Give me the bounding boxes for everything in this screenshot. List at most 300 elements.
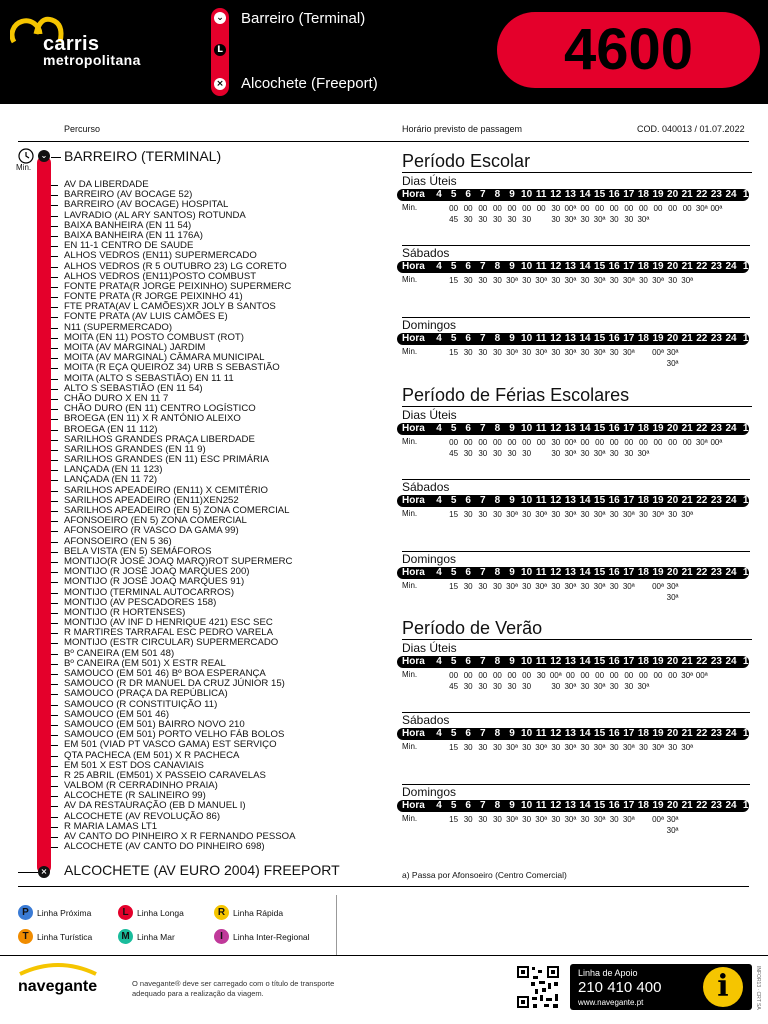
stop-tick xyxy=(51,358,58,359)
hour-cell: 6 xyxy=(465,189,471,200)
legend-label: Linha Rápida xyxy=(233,907,284,918)
hour-cell: 22 xyxy=(696,495,708,506)
hour-cell: 24 xyxy=(725,261,737,272)
stop-name: EN 11-1 CENTRO DE SAUDE xyxy=(64,240,194,252)
stop-name: MONTIJO (R JOSÉ JOAQ MARQUES 91) xyxy=(64,576,245,588)
stop-tick xyxy=(51,470,58,471)
line-type-badge: M xyxy=(118,929,133,944)
hour-cell: 12 xyxy=(550,656,562,667)
minute-value: 00 xyxy=(449,204,459,213)
divider xyxy=(18,886,749,887)
minute-value: 30 xyxy=(478,815,488,824)
minute-value: 30ª xyxy=(622,276,635,285)
hour-cell: 9 xyxy=(509,656,515,667)
hour-cell: 16 xyxy=(608,423,620,434)
hour-cell: 24 xyxy=(725,656,737,667)
minute-value: 30ª xyxy=(622,743,635,752)
hour-cell: 4 xyxy=(436,423,442,434)
origin-terminal: Barreiro (Terminal) xyxy=(241,10,366,27)
minute-value: 30ª xyxy=(593,348,606,357)
minute-value: 30 xyxy=(580,743,590,752)
hour-cell: 16 xyxy=(608,567,620,578)
line-type-badge: L xyxy=(214,44,226,56)
hour-cell: 6 xyxy=(465,495,471,506)
minute-value: 30ª xyxy=(535,510,548,519)
footnote: a) Passa por Afonsoeiro (Centro Comercial) xyxy=(402,870,567,880)
minute-value: 30 xyxy=(638,510,648,519)
minute-value: 30 xyxy=(478,215,488,224)
minute-value: 30 xyxy=(463,449,473,458)
minute-value: 00 xyxy=(653,438,663,447)
hour-cell: 14 xyxy=(579,423,591,434)
hour-cell: 12 xyxy=(550,261,562,272)
hour-cell: 12 xyxy=(550,728,562,739)
hour-cell: 19 xyxy=(652,800,664,811)
stop-tick xyxy=(51,450,58,451)
stop-name: CHÃO DURO (EN 11) CENTRO LOGÍSTICO xyxy=(64,403,256,415)
minute-value: 30 xyxy=(478,743,488,752)
hour-cell: 10 xyxy=(521,656,533,667)
minute-value: 00 xyxy=(463,438,473,447)
minute-value: 30ª xyxy=(564,215,577,224)
minute-value: 30ª xyxy=(622,510,635,519)
stop-name: SARILHOS GRANDES PRAÇA LIBERDADE xyxy=(64,433,255,445)
hour-cell: 6 xyxy=(465,800,471,811)
minute-value: 30 xyxy=(580,815,590,824)
hour-cell: 15 xyxy=(594,261,606,272)
stop-tick xyxy=(51,694,58,695)
minute-value: 30 xyxy=(507,449,517,458)
navegante-logo-icon xyxy=(18,962,98,976)
stop-tick xyxy=(51,399,58,400)
minute-value: 00 xyxy=(449,671,459,680)
minute-value: 30ª xyxy=(506,582,518,591)
support-label: Linha de Apoio xyxy=(578,968,638,978)
print-code: INFOR13 · CRT SA xyxy=(755,966,761,1010)
minute-value: 30ª xyxy=(666,348,679,357)
hour-cell: 9 xyxy=(509,800,515,811)
minute-value: 30ª xyxy=(666,826,679,835)
hour-cell: 10 xyxy=(521,495,533,506)
stop-name: BARREIRO (AV BOCAGE) HOSPITAL xyxy=(64,199,229,211)
hour-cell: 4 xyxy=(436,567,442,578)
period-title: Período Escolar xyxy=(402,151,531,171)
hour-cell: 7 xyxy=(480,333,486,344)
hour-cell: 23 xyxy=(710,567,722,578)
line-type-badge: P xyxy=(18,905,33,920)
minute-value: 30 xyxy=(551,348,561,357)
hour-cell: 11 xyxy=(535,728,547,739)
stop-tick xyxy=(51,572,58,573)
minutes-label: Min. xyxy=(402,814,418,823)
minutes-label: Min. xyxy=(402,437,418,446)
day-type: Sábados xyxy=(402,246,450,260)
clock-icon xyxy=(17,146,35,164)
hour-cell: 12 xyxy=(550,567,562,578)
hour-cell: 20 xyxy=(667,261,679,272)
minute-value: 15 xyxy=(449,510,459,519)
hour-label: Hora xyxy=(402,567,425,578)
stop-row xyxy=(0,638,380,648)
info-icon: i xyxy=(703,967,743,1007)
day-type: Domingos xyxy=(402,552,457,566)
stop-name: ALTO S SEBASTIÃO (EN 11 54) xyxy=(64,382,203,394)
minute-value: 30 xyxy=(492,682,502,691)
hour-cell: 1 xyxy=(742,567,749,578)
hour-cell: 15 xyxy=(594,567,606,578)
stop-name: R 25 ABRIL (EM501) X PASSEIO CARAVELAS xyxy=(64,769,266,781)
hour-cell: 6 xyxy=(465,261,471,272)
stop-name: MONTIJO (AV PESCADORES 158) xyxy=(64,596,217,608)
day-type: Sábados xyxy=(402,480,450,494)
header xyxy=(0,0,768,104)
stop-tick xyxy=(51,786,58,787)
minute-value: 30 xyxy=(478,348,488,357)
minute-value: 00ª xyxy=(564,204,577,213)
minute-value: 00 xyxy=(565,671,575,680)
day-type: Dias Úteis xyxy=(402,641,457,655)
stop-row xyxy=(0,312,380,322)
hour-cell: 21 xyxy=(681,728,693,739)
stop-tick xyxy=(51,796,58,797)
minute-value: 00 xyxy=(638,671,648,680)
stop-name: FONTE PRATA (AV LUIS CAMÕES E) xyxy=(64,311,228,323)
minute-value: 30 xyxy=(609,582,619,591)
stop-name: EM 501 X EST DOS CANAVIAIS xyxy=(64,759,204,771)
minute-value: 00 xyxy=(580,204,590,213)
stop-row xyxy=(0,384,380,394)
brand-line-1: carris xyxy=(43,33,100,55)
hour-cell: 20 xyxy=(667,728,679,739)
day-block xyxy=(402,317,752,368)
hour-cell: 15 xyxy=(594,728,606,739)
hour-cell: 24 xyxy=(725,567,737,578)
hour-cell: 14 xyxy=(579,728,591,739)
hour-cell: 1 xyxy=(742,800,749,811)
hour-cell: 21 xyxy=(681,800,693,811)
hour-cell: 11 xyxy=(535,261,547,272)
minute-value: 30 xyxy=(580,348,590,357)
hour-cell: 13 xyxy=(564,656,576,667)
hour-cell: 16 xyxy=(608,495,620,506)
minute-value: 30ª xyxy=(506,510,518,519)
minute-value: 30ª xyxy=(652,510,664,519)
hour-cell: 7 xyxy=(480,728,486,739)
minutes-label: Min. xyxy=(402,742,418,751)
hour-cell: 14 xyxy=(579,333,591,344)
hour-cell: 21 xyxy=(681,423,693,434)
hour-cell: 8 xyxy=(494,333,501,344)
hour-cell: 15 xyxy=(594,189,606,200)
hour-cell: 7 xyxy=(480,567,486,578)
minute-value: 30 xyxy=(492,743,502,752)
minutes-label: Min. xyxy=(402,275,418,284)
hour-cell: 19 xyxy=(652,423,664,434)
minute-value: 30ª xyxy=(652,743,664,752)
hour-cell: 12 xyxy=(550,495,562,506)
hour-cell: 5 xyxy=(450,423,457,434)
stop-name: FTE PRATA(AV L CAMÕES)XR JOLY B SANTOS xyxy=(64,301,276,313)
minute-value: 30 xyxy=(463,582,473,591)
day-block xyxy=(402,407,752,479)
hour-cell: 23 xyxy=(710,261,722,272)
minute-value: 30ª xyxy=(681,276,694,285)
minute-value: 30ª xyxy=(681,743,694,752)
minute-value: 30 xyxy=(522,582,532,591)
hour-cell: 12 xyxy=(550,189,562,200)
hour-label: Hora xyxy=(402,800,425,811)
minute-value: 30ª xyxy=(593,276,606,285)
minute-value: 30ª xyxy=(637,215,650,224)
hour-cell: 9 xyxy=(509,728,515,739)
hour-cell: 19 xyxy=(652,189,664,200)
minute-value: 30 xyxy=(463,815,473,824)
hour-cell: 9 xyxy=(509,261,515,272)
stop-name: AFONSOEIRO (EN 5 36) xyxy=(64,535,172,547)
minute-value: 30 xyxy=(522,348,532,357)
hour-cell: 14 xyxy=(579,656,591,667)
hour-cell: 23 xyxy=(710,656,722,667)
hour-cell: 6 xyxy=(465,567,471,578)
legend-label: Linha Turística xyxy=(37,931,93,942)
hour-label: Hora xyxy=(402,656,425,667)
hour-cell: 8 xyxy=(494,800,501,811)
minute-value: 30ª xyxy=(666,582,679,591)
stop-tick xyxy=(51,157,61,158)
stop-tick xyxy=(51,511,58,512)
minute-value: 30 xyxy=(551,510,561,519)
hour-cell: 23 xyxy=(710,189,722,200)
minute-value: 30ª xyxy=(695,438,708,447)
minute-value: 30 xyxy=(492,449,502,458)
brand-line-2: metropolitana xyxy=(43,52,141,68)
stop-name: MONTIJO(R JOSÉ JOAQ MARQ)ROT SUPERMERC xyxy=(64,555,293,567)
hour-cell: 22 xyxy=(696,656,708,667)
support-phone[interactable]: 210 410 400 xyxy=(578,979,662,996)
minute-value: 30 xyxy=(536,671,546,680)
minute-value: 30ª xyxy=(593,743,606,752)
minute-value: 00 xyxy=(638,438,648,447)
stop-tick xyxy=(51,613,58,614)
document-code: COD. 040013 / 01.07.2022 xyxy=(637,124,745,134)
hour-cell: 19 xyxy=(652,261,664,272)
divider xyxy=(18,141,749,142)
minute-value: 00 xyxy=(478,438,488,447)
line-type-badge: R xyxy=(214,905,229,920)
stop-name: AV DA RESTAURAÇÃO (EB D MANUEL I) xyxy=(64,800,246,812)
hour-cell: 4 xyxy=(436,261,442,272)
minute-value: 30ª xyxy=(506,276,518,285)
stop-name: EM 501 (VIAD PT VASCO GAMA) EST SERVIÇO xyxy=(64,739,277,751)
hour-cell: 21 xyxy=(681,261,693,272)
minute-value: 30 xyxy=(580,215,590,224)
minute-value: 30ª xyxy=(593,215,606,224)
hour-cell: 1 xyxy=(742,189,749,200)
stop-name: SARILHOS GRANDES (EN 11) ESC PRIMÁRIA xyxy=(64,454,270,466)
hour-cell: 23 xyxy=(710,728,722,739)
support-url[interactable]: www.navegante.pt xyxy=(578,998,644,1007)
stop-name: MONTIJO (ESTR CIRCULAR) SUPERMERCADO xyxy=(64,637,279,649)
minute-value: 30 xyxy=(522,743,532,752)
stop-tick xyxy=(51,256,58,257)
stop-tick xyxy=(51,531,58,532)
stop-tick xyxy=(51,287,58,288)
minute-value: 30 xyxy=(609,348,619,357)
minute-value: 15 xyxy=(449,348,459,357)
hour-cell: 20 xyxy=(667,495,679,506)
day-type: Sábados xyxy=(402,713,450,727)
stop-tick xyxy=(51,491,58,492)
hour-cell: 1 xyxy=(742,333,749,344)
minute-value: 30 xyxy=(463,510,473,519)
minute-value: 30ª xyxy=(666,593,679,602)
minute-value: 30 xyxy=(609,743,619,752)
hour-cell: 18 xyxy=(637,261,649,272)
hour-cell: 15 xyxy=(594,333,606,344)
minute-value: 30ª xyxy=(666,359,679,368)
minute-value: 00 xyxy=(682,438,692,447)
hour-cell: 6 xyxy=(465,728,471,739)
hour-bar xyxy=(397,189,749,201)
minute-value: 00 xyxy=(624,671,634,680)
stop-name: ALCOCHETE (R SALINEIRO 99) xyxy=(64,790,206,802)
day-block xyxy=(402,712,752,784)
navegante-brand: navegante xyxy=(18,978,98,995)
stop-tick xyxy=(51,297,58,298)
stop-tick xyxy=(51,654,58,655)
hour-cell: 5 xyxy=(450,261,457,272)
stop-row xyxy=(0,842,380,852)
minute-value: 00 xyxy=(492,204,502,213)
hour-cell: 5 xyxy=(450,189,457,200)
stop-name: MOITA (ALTO S SEBASTIÃO) EN 11 11 xyxy=(64,372,234,384)
hour-cell: 24 xyxy=(725,495,737,506)
minute-value: 00ª xyxy=(549,671,562,680)
hour-cell: 18 xyxy=(637,656,649,667)
hour-cell: 5 xyxy=(450,495,457,506)
minute-value: 30 xyxy=(624,449,634,458)
destination-terminal: Alcochete (Freeport) xyxy=(241,75,378,92)
hour-cell: 17 xyxy=(623,423,635,434)
minute-value: 00 xyxy=(492,438,502,447)
hour-cell: 21 xyxy=(681,656,693,667)
hour-cell: 10 xyxy=(521,800,533,811)
minute-value: 30 xyxy=(478,582,488,591)
stop-name: LAVRADIO (AL ARY SANTOS) ROTUNDA xyxy=(64,209,246,221)
stop-tick xyxy=(51,674,58,675)
hour-cell: 10 xyxy=(521,728,533,739)
period-title: Período de Férias Escolares xyxy=(402,385,630,405)
minutes-label: Min. xyxy=(402,203,418,212)
stop-tick xyxy=(51,735,58,736)
hour-cell: 18 xyxy=(637,567,649,578)
hour-cell: 13 xyxy=(564,333,576,344)
stop-name: SARILHOS GRANDES (EN 11 9) xyxy=(64,443,206,455)
minute-value: 30 xyxy=(668,510,678,519)
minute-value: 30 xyxy=(580,682,590,691)
hour-cell: 4 xyxy=(436,728,442,739)
minute-value: 00 xyxy=(668,204,678,213)
hour-cell: 17 xyxy=(623,800,635,811)
stop-tick xyxy=(51,705,58,706)
minute-value: 30ª xyxy=(564,743,577,752)
minute-value: 00 xyxy=(463,204,473,213)
stop-tick xyxy=(51,277,58,278)
minute-value: 00 xyxy=(609,204,619,213)
stop-name: SAMOUCO (R DR MANUEL DA CRUZ JÚNIOR 15) xyxy=(64,678,285,690)
stop-name: BAIXA BANHEIRA (EN 11 54) xyxy=(64,219,192,231)
line-number-badge: 4600 xyxy=(497,12,760,88)
stop-tick xyxy=(51,205,58,206)
stop-tick xyxy=(51,501,58,502)
line-type-badge: I xyxy=(214,929,229,944)
hour-cell: 18 xyxy=(637,495,649,506)
stop-row xyxy=(0,577,380,587)
hour-cell: 16 xyxy=(608,333,620,344)
stop-tick xyxy=(51,216,58,217)
hour-cell: 17 xyxy=(623,333,635,344)
stop-tick xyxy=(51,837,58,838)
hour-cell: 4 xyxy=(436,656,442,667)
minute-value: 30 xyxy=(551,438,561,447)
stop-name: MOITA (R EÇA QUEIROZ 34) URB S SEBASTIÃO xyxy=(64,362,280,374)
hour-cell: 16 xyxy=(608,656,620,667)
hour-cell: 17 xyxy=(623,495,635,506)
minute-value: 00 xyxy=(682,204,692,213)
hour-cell: 13 xyxy=(564,261,576,272)
hour-label: Hora xyxy=(402,333,425,344)
schedule-period xyxy=(402,384,752,602)
hour-cell: 5 xyxy=(450,728,457,739)
hour-cell: 9 xyxy=(509,423,515,434)
stop-tick xyxy=(51,582,58,583)
minute-value: 00ª xyxy=(710,438,723,447)
stop-name: MONTIJO (TERMINAL AUTOCARROS) xyxy=(64,586,235,598)
minute-value: 30 xyxy=(624,682,634,691)
hour-cell: 22 xyxy=(696,567,708,578)
stop-name: BROEGA (EN 11) X R ANTÓNIO ALEIXO xyxy=(64,413,241,425)
stop-name: ALHOS VEDROS (EN11) SUPERMERCADO xyxy=(64,250,257,262)
minute-value: 30ª xyxy=(593,582,606,591)
legend-label: Linha Inter-Regional xyxy=(233,931,310,942)
minute-value: 30 xyxy=(551,449,561,458)
hour-cell: 13 xyxy=(564,728,576,739)
minute-value: 00 xyxy=(522,204,532,213)
minute-value: 00ª xyxy=(710,204,723,213)
hour-cell: 17 xyxy=(623,728,635,739)
hour-cell: 24 xyxy=(725,333,737,344)
close-icon: × xyxy=(38,866,50,878)
hour-cell: 11 xyxy=(535,423,547,434)
stop-tick xyxy=(51,756,58,757)
stop-tick xyxy=(51,715,58,716)
stop-tick xyxy=(51,409,58,410)
minute-value: 30ª xyxy=(506,348,518,357)
stop-tick xyxy=(51,328,58,329)
hour-cell: 13 xyxy=(564,423,576,434)
hour-cell: 22 xyxy=(696,423,708,434)
stop-name: AV CANTO DO PINHEIRO X R FERNANDO PESSOA xyxy=(64,831,296,842)
hour-cell: 15 xyxy=(594,800,606,811)
minute-value: 00 xyxy=(653,671,663,680)
legend-item xyxy=(214,905,283,920)
hour-cell: 4 xyxy=(436,333,442,344)
minute-value: 30 xyxy=(478,510,488,519)
stop-tick xyxy=(51,480,58,481)
stop-tick xyxy=(51,389,58,390)
minute-value: 30 xyxy=(463,682,473,691)
minute-value: 00 xyxy=(595,438,605,447)
